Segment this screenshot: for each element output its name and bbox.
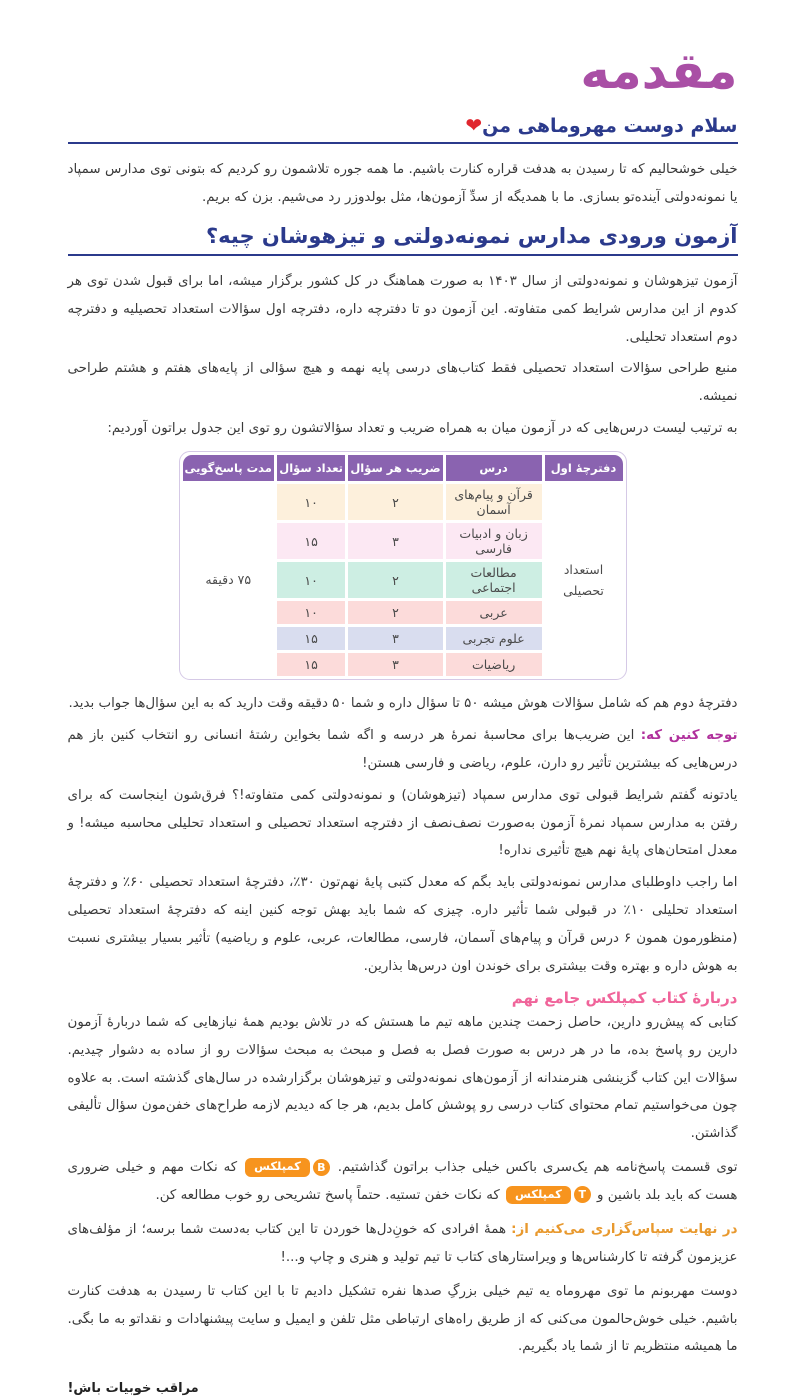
booklet2-paragraph: دفترچهٔ دوم هم که شامل سؤالات هوش میشه ۵۰ تا سؤال داره و شما ۵۰ دقیقه وقت دارید که به این سؤال‌ها جواب بدید. (68, 696, 738, 711)
complex-b-badge (245, 1158, 330, 1177)
header-coefficient: ضریب هر سؤال (348, 455, 442, 481)
table-header-row (183, 455, 623, 481)
answer-part-3: که نکات خفن تستیه. حتماً پاسخ تشریحی رو خوب مطالعه کن. (155, 1188, 505, 1203)
coefficient-cell: ۳ (348, 627, 442, 650)
subject-cell: علوم تجربی (446, 627, 542, 650)
nemoone-paragraph: اما راجب داوطلبای مدارس نمونه‌دولتی باید بگم که معدل کتبی پایهٔ نهم‌تون ۳۰٪، دفترچهٔ استعداد تحصیلی ۶۰٪ و دفترچهٔ استعداد تحلیلی ۱۰٪ در قبولی شما تأثیر داره. چیزی که شما باید بهش توجه کنین اینه که دفترچهٔ استعداد تحصیلی (منظورمون همون ۶ درس قرآن و پیام‌های آسمان، فارسی، مطالعات، عربی، علوم و ریاضیه) تأثیر بسیار بیشتری نسبت به هوش داره و بهتره وقت بیشتری برای خوندن اون درس‌ها بذارین. (67, 875, 738, 974)
thanks-paragraph (68, 1216, 738, 1272)
thanks-body: همهٔ افرادی که خونِ‌دل‌ها خوردن تا این کتاب به‌دست شما برسه؛ از مؤلف‌های عزیزمون گرفته تا کارشناس‌ها و ویراستارهای کتاب تا تیم تولید و هنری و چاپ و...! (67, 1221, 738, 1265)
section-heading-book: دربارهٔ کتاب کمپلکس جامع نهم (511, 988, 738, 1007)
count-cell: ۱۰ (277, 562, 345, 598)
count-cell: ۱۰ (277, 484, 345, 520)
badge-t-letter-icon: T (574, 1186, 591, 1203)
coefficient-cell: ۲ (348, 484, 442, 520)
divider-rule (68, 142, 738, 144)
duration-merged-cell: ۷۵ دقیقه (183, 484, 274, 676)
note-body: این ضریب‌ها برای محاسبهٔ نمرهٔ هر درسه و اگه شما بخواین رشتهٔ انسانی رو انتخاب کنین باز هم درس‌هایی که بیشترین تأثیر رو دارن، علوم، ریاضی و فارسی هستن! (67, 727, 738, 771)
count-cell: ۱۵ (277, 653, 345, 676)
coefficient-cell: ۲ (348, 601, 442, 624)
count-cell: ۱۰ (277, 601, 345, 624)
thanks-lead: در نهایت سپاس‌گزاری می‌کنیم از: (511, 1221, 738, 1237)
header-duration: مدت پاسخ‌گویی (183, 455, 274, 481)
subject-cell: قرآن و پیام‌های آسمان (446, 484, 542, 520)
exam-paragraph-2: منبع طراحی سؤالات استعداد تحصیلی فقط کتاب‌های درسی پایه نهمه و هیچ سؤالی از پایه‌های هفتم و هشتم طراحی نمیشه. (67, 361, 738, 405)
section-heading-exam: آزمون ورودی مدارس نمونه‌دولتی و تیزهوشان چیه؟ (205, 223, 738, 248)
coefficient-cell: ۲ (348, 562, 442, 598)
complex-t-badge (506, 1186, 591, 1205)
header-count: تعداد سؤال (277, 455, 345, 481)
badge-t-label: کمپلکس (506, 1186, 571, 1205)
subject-cell: ریاضیات (446, 653, 542, 676)
greeting-text: سلام دوست مهروماهی من (482, 115, 738, 137)
page-content (68, 0, 738, 1396)
subject-cell: مطالعات اجتماعی (446, 562, 542, 598)
divider-rule (68, 254, 738, 256)
count-cell: ۱۵ (277, 627, 345, 650)
coefficient-cell: ۳ (348, 653, 442, 676)
note-paragraph (68, 722, 738, 778)
badge-b-label: کمپلکس (245, 1158, 310, 1177)
exam-paragraph-1: آزمون تیزهوشان و نمونه‌دولتی از سال ۱۴۰۳ به صورت هماهنگ در کل کشور برگزار میشه، اما برای قبول شدن توی هر کدوم از این مدارس شرایط کمی متفاوته. این آزمون دو تا دفترچه داره، دفترچه اول سؤالات استعداد تحصیلیه و دفترچه دوم استعداد تحلیلی. (67, 273, 738, 345)
exam-subjects-table (179, 451, 627, 680)
exam-paragraph-3: به ترتیب لیست درس‌هایی که در آزمون میان به همراه ضریب و تعداد سؤالاتشون رو توی این جدول براتون آوردیم: (107, 421, 738, 437)
answer-part-1: توی قسمت پاسخ‌نامه هم یک‌سری باکس خیلی جذاب براتون گذاشتیم. (331, 1160, 738, 1176)
badge-b-letter-icon: B (313, 1159, 330, 1176)
booklet-merged-cell: استعداد تحصیلی (545, 484, 623, 676)
page-title: مقدمه (580, 42, 738, 100)
answer-part-2: که نکات مهم و خیلی ضروری هست که باید بلد باشین و (67, 1160, 738, 1203)
table-row (183, 484, 623, 520)
intro-paragraph: خیلی خوشحالیم که تا رسیدن به هدفت قراره کنارت باشیم. ما همه جوره تلاشمون رو کردیم که بتونی توی مدارس سمپاد یا نمونه‌دولتی آینده‌تو بسازی. ما با همدیگه از سدِّ آزمون‌ها، مثل بولدوزر رد می‌شیم. بزن که بریم. (67, 162, 738, 205)
signoff-text: مراقب خوبیات باش! (67, 1381, 199, 1396)
sampad-paragraph: یادتونه گفتم شرایط قبولی توی مدارس سمپاد (تیزهوشان) و نمونه‌دولتی کمی متفاوته!؟ فرق‌شون اینجاست که برای رفتن به مدارس سمپاد نمرهٔ آزمون به‌صورت نصف‌نصف از دفترچه استعداد تحصیلی و استعداد تحلیلی محاسبه میشه! و معدل امتحان‌های پایهٔ نهم هیچ تأثیری نداره! (67, 787, 738, 859)
note-lead: توجه کنین که: (640, 727, 738, 743)
greeting-heading (68, 113, 738, 137)
count-cell: ۱۵ (277, 523, 345, 559)
header-booklet: دفترچهٔ اول (545, 455, 623, 481)
header-subject: درس (446, 455, 542, 481)
heart-icon: ❤ (465, 113, 483, 137)
book-paragraph: کتابی که پیش‌رو دارین، حاصل زحمت چندین ماهه تیم ما هستش که در تلاش بودیم همهٔ نیازهایی که شما دربارهٔ آزمون دارین رو پاسخ بده، ما در هر درس به صورت فصل به فصل و مبحث به مبحث سؤالات رو از ساده به دشوار چیدیم. سؤالات این کتاب گزینشی هنرمندانه از آزمون‌های نمونه‌دولتی و تیزهوشان برگزارشده در سال‌های گذشته است. به علاوه چون می‌خواستیم تمام محتوای کتاب درسی رو پوشش کامل بدیم، هر جا که دیدیم لازمه طراح‌های خفن‌مون سؤال تألیفی گذاشتن. (67, 1014, 738, 1142)
subject-cell: زبان و ادبیات فارسی (446, 523, 542, 559)
coefficient-cell: ۳ (348, 523, 442, 559)
subject-cell: عربی (446, 601, 542, 624)
closing-paragraph: دوست مهربونم ما توی مهروماه یه تیم خیلی بزرگِ صدها نفره تشکیل دادیم تا با این کتاب تا رسیدن به هدفت کنارت باشیم. خیلی خوش‌حالمون می‌کنی که از طریق راه‌های ارتباطی مثل تلفن و ایمیل و سایت پیشنهادات و نقداتو به ما بگی. ما همیشه منتظریم تا از شما یاد بگیریم. (67, 1283, 738, 1355)
answer-boxes-paragraph (68, 1154, 738, 1210)
